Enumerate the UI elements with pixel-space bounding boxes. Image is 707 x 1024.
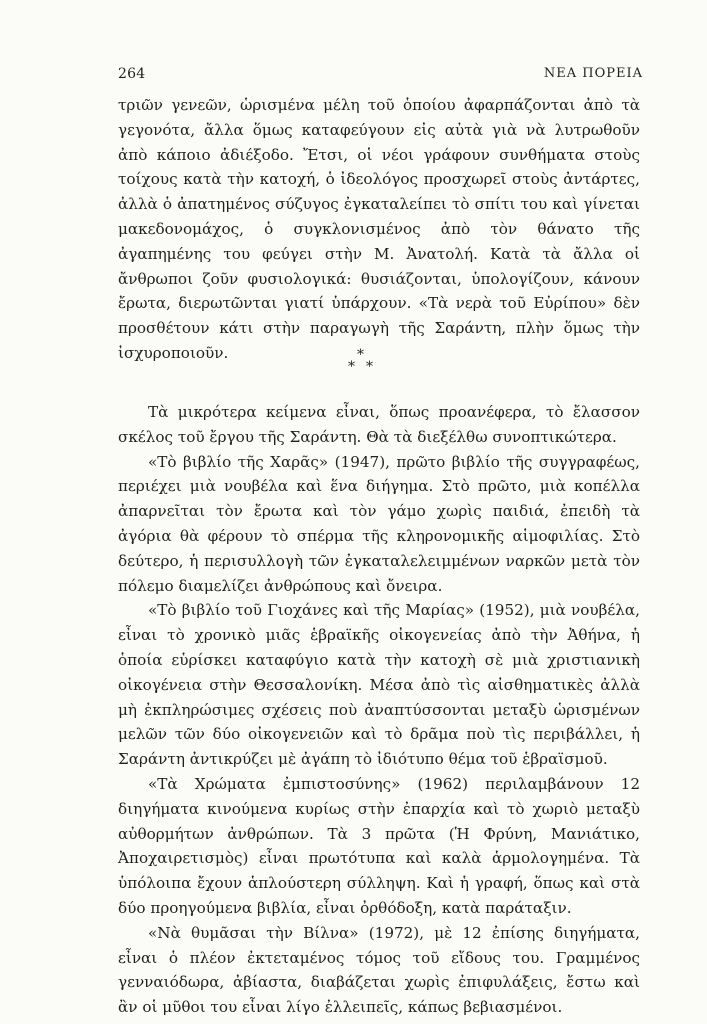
asterisk: * [357, 347, 364, 363]
page-number: 264 [118, 66, 146, 82]
text-section-2 [118, 400, 640, 1020]
paragraph: «Νὰ θυμᾶσαι τὴν Βίλνα» (1972), μὲ 12 ἐπίσης διηγήματα, εἶναι ὁ πλέον ἐκτεταμένος τόμος τοῦ εἴδους του. Γραμμένος γενναιόδωρα, ἀβίαστα, διαβάζεται χωρὶς ἐπιφυλάξεις, ἔστω καὶ ἂν οἱ μῦθοι του εἶναι λίγο ἐλλειπεῖς, κάπως βεβιασμένοι. [118, 923, 640, 1017]
text-section-1 [118, 93, 640, 366]
paragraph: «Τὸ βιβλίο τῆς Χαρᾶς» (1947), πρῶτο βιβλίο τῆς συγγραφέως, περιέχει μιὰ νουβέλα καὶ ἕνα διήγημα. Στὸ πρῶτο, μιὰ κοπέλλα ἀπαρνεῖται τὸν ἔρωτα καὶ τὸν γάμο χωρὶς παιδιά, ἐπειδὴ τὰ ἀγόρια θὰ φέρουν τὸ σπέρμα τῆς κληρονομικῆς αἱμοφιλίας. Στὸ δεύτερο, ἡ περισυλλογὴ τῶν ἐγκαταλελειμμένων ναρκῶν μετὰ τὸν πόλεμο διαμελίζει ἀνθρώπους καὶ ὄνειρα. [118, 452, 640, 595]
paragraph: «Τὰ Χρώματα ἐμπιστοσύνης» (1962) περιλαμβάνουν 12 διηγήματα κινούμενα κυρίως στὴν ἐπαρχία καὶ τὸ χωριὸ μεταξὺ αὐθορμήτων ἀνθρώπων. Τὰ 3 πρῶτα (Ἡ Φρύνη, Μανιάτικο, Ἀποχαιρετισμὸς) εἶναι πρωτότυπα καὶ καλὰ ἁρμολογημένα. Τὰ ὑπόλοιπα ἔχουν ἁπλούστερη σύλληψη. Καὶ ἡ γραφή, ὅπως καὶ στὰ δύο προηγούμενα βιβλία, εἶναι ὀρθόδοξη, κατὰ παράταξιν. [118, 774, 640, 917]
asterisk: * [366, 359, 373, 375]
paragraph: Τὰ μικρότερα κείμενα εἶναι, ὅπως προανέφερα, τὸ ἔλασσον σκέλος τοῦ ἔργου τῆς Σαράντη. Θὰ τὰ διεξέλθω συνοπτικώτερα. [118, 403, 640, 446]
paragraph: τριῶν γενεῶν, ὡρισμένα μέλη τοῦ ὁποίου ἀφαρπάζονται ἀπὸ τὰ γεγονότα, ἄλλα ὅμως καταφεύγουν εἰς αὐτὰ γιὰ νὰ λυτρωθοῦν ἀπὸ κάποιο ἀδιέξοδο. Ἔτσι, οἱ νέοι γράφουν συνθήματα στοὺς τοίχους κατὰ τὴν κατοχή, ὁ ἰδεολόγος προσχωρεῖ στοὺς ἀντάρτες, ἀλλὰ ὁ ἀπατημένος σύζυγος ἐγκαταλείπει τὸ σπίτι του καὶ γίνεται μακεδονομάχος, ὁ συγκλονισμένος ἀπὸ τὸν θάνατο τῆς ἀγαπημένης του φεύγει στὴν Μ. Ἀνατολή. Κατὰ τὰ ἄλλα οἱ ἄνθρωποι ζοῦν φυσιολογικά: θυσιάζονται, ὑπολογίζουν, κάνουν ἔρωτα, διερωτῶνται γιατί ὑπάρχουν. «Τὰ νερὰ τοῦ Εὐρίπου» δὲν προσθέτουν κάτι στὴν παραγωγὴ τῆς Σαράντη, πλὴν ὅμως τὴν ἰσχυροποιοῦν. [118, 96, 640, 362]
running-head: ΝΕΑ ΠΟΡΕΙΑ [543, 66, 643, 81]
section-separator [344, 346, 384, 382]
asterisk: * [348, 359, 355, 375]
paragraph: «Τὸ βιβλίο τοῦ Γιοχάνες καὶ τῆς Μαρίας» (1952), μιὰ νουβέλα, εἶναι τὸ χρονικὸ μιᾶς ἑβραϊκῆς οἰκογενείας ἀπὸ τὴν Ἀθήνα, ἡ ὁποία εὑρίσκει καταφύγιο κατὰ τὴν κατοχὴ σὲ μιὰ χριστιανικὴ οἰκογένεια στὴν Θεσσαλονίκη. Μέσα ἀπὸ τὶς αἰσθηματικὲς ἀλλὰ μὴ ἐκπληρώσιμες σχέσεις ποὺ ἀναπτύσσονται μεταξὺ ὡρισμένων μελῶν τῶν δύο οἰκογενειῶν καὶ τὸ δρᾶμα ποὺ τὶς περιβάλλει, ἡ Σαράντη ἀντικρύζει μὲ ἀγάπη τὸ ἰδιότυπο θέμα τοῦ ἑβραϊσμοῦ. [118, 601, 640, 769]
